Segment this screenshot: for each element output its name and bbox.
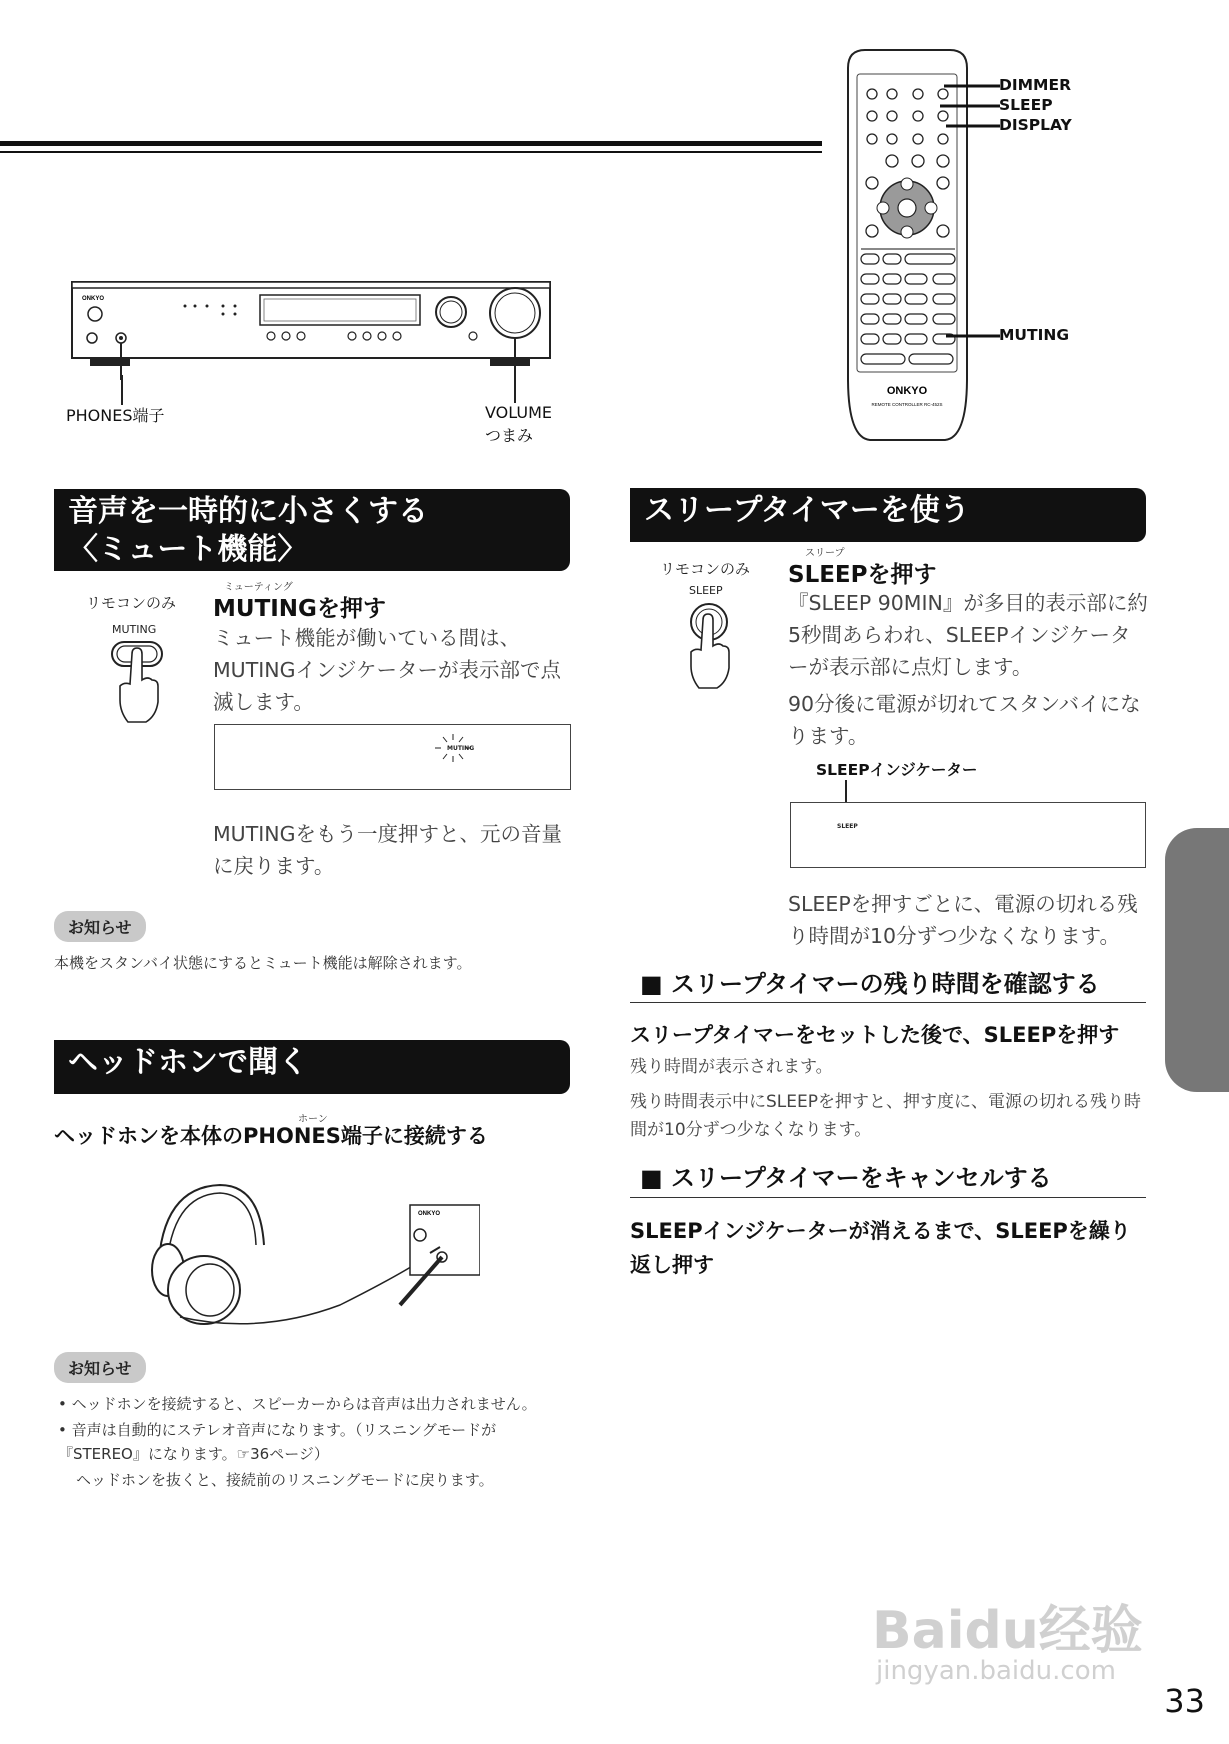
header-rule-thick	[0, 141, 822, 146]
sleep-sub1-bold: スリープタイマーをセットした後で、SLEEPを押す	[630, 1023, 1120, 1047]
sleep-body1: 『SLEEP 90MIN』が多目的表示部に約5秒間あらわれ、SLEEPインジケーターが表示部に点灯します。	[788, 591, 1148, 679]
remote-brand: ONKYO	[886, 385, 928, 397]
headphone-section-title: ヘッドホンで聞く	[54, 1040, 570, 1094]
sleep-button-label: SLEEP	[689, 584, 723, 597]
sleep-sub2-bold: SLEEPインジケーターが消えるまで、SLEEPを繰り返し押す	[630, 1219, 1131, 1277]
display-callout: DISPLAY	[999, 116, 1072, 134]
remote-callout-lines	[940, 82, 1002, 352]
muting-button-label: MUTING	[112, 623, 157, 636]
volume-knob-sublabel: つまみ	[485, 426, 534, 445]
headphone-note-label: お知らせ	[54, 1352, 146, 1383]
sleep-display-box	[790, 802, 1146, 868]
volume-knob-label: VOLUME	[485, 403, 552, 422]
sleep-sub1-rule	[630, 1002, 1146, 1003]
phones-leader	[121, 375, 123, 405]
phones-jack-label: PHONES端子	[66, 406, 165, 425]
remote-model: REMOTE CONTROLLER RC-452S	[871, 402, 943, 407]
hand-press-muting-icon	[108, 640, 168, 725]
dimmer-callout: DIMMER	[999, 76, 1072, 94]
mute-note: 本機をスタンバイ状態にするとミュート機能は解除されます。	[54, 954, 472, 972]
headphone-note-1: • ヘッドホンを接続すると、スピーカーからは音声は出力されません。	[58, 1395, 537, 1413]
sleep-body3: SLEEPを押すごとに、電源の切れる残り時間が10分ずつ少なくなります。	[788, 892, 1138, 948]
header-rule-thin	[0, 151, 822, 153]
sleep-step-title: SLEEPを押す	[788, 562, 937, 588]
mute-title-line2: 〈ミュート機能〉	[68, 532, 308, 567]
mute-note-label: お知らせ	[54, 911, 146, 942]
receiver-illustration	[60, 270, 560, 380]
headphone-note-1-text: ヘッドホンを接続すると、スピーカーからは音声は出力されません。	[71, 1395, 537, 1413]
sleep-indicator-label: SLEEPインジケーター	[816, 761, 978, 779]
headphone-step-title: ヘッドホンを本体のPHONES端子に接続する	[54, 1124, 488, 1148]
mute-section-title	[54, 489, 570, 571]
muting-indicator-text: MUTING	[447, 745, 475, 752]
sleep-body2: 90分後に電源が切れてスタンバイになります。	[788, 692, 1141, 748]
sleep-sub2-title: ■ スリープタイマーをキャンセルする	[640, 1164, 1052, 1192]
blink-rays-icon	[433, 733, 473, 763]
mute-title-line1: 音声を一時的に小さくする	[68, 494, 428, 529]
receiver-brand: ONKYO	[82, 296, 105, 302]
receiver-brand-closeup: ONKYO	[418, 1211, 441, 1217]
sleep-callout: SLEEP	[999, 96, 1053, 114]
sleep-ruby: スリープ	[805, 548, 845, 559]
sleep-sub1-text1: 残り時間が表示されます。	[630, 1057, 833, 1077]
phones-ruby: ホーン	[298, 1114, 328, 1125]
mute-body1: ミュート機能が働いている間は、MUTINGインジケーターが表示部で点滅します。	[213, 626, 562, 714]
sleep-section-title: スリープタイマーを使う	[630, 488, 1146, 542]
headphone-note-2-text: 音声は自動的にステレオ音声になります。（リスニングモードが『STEREO』になります。☞36ページ）	[58, 1421, 497, 1463]
sleep-remote-only: リモコンのみ	[660, 560, 751, 578]
watermark-url: jingyan.baidu.com	[876, 1656, 1116, 1686]
sleep-sub2-rule	[630, 1197, 1146, 1198]
mute-remote-only: リモコンのみ	[86, 594, 177, 612]
watermark-logo: Baidu经验	[872, 1601, 1143, 1661]
mute-body2: MUTINGをもう一度押すと、元の音量に戻ります。	[213, 822, 562, 878]
headphone-note-3: ヘッドホンを抜くと、接続前のリスニングモードに戻ります。	[76, 1471, 494, 1489]
hand-press-sleep-icon	[685, 600, 740, 690]
headphone-illustration	[140, 1165, 480, 1330]
muting-ruby: ミューティング	[224, 582, 293, 593]
sleep-sub1-text2: 残り時間表示中にSLEEPを押すと、押す度に、電源の切れる残り時間が10分ずつ少なくなります。	[630, 1092, 1141, 1140]
muting-callout: MUTING	[999, 326, 1070, 344]
sleep-sub1-title: ■ スリープタイマーの残り時間を確認する	[640, 970, 1100, 998]
chapter-side-tab	[1165, 828, 1229, 1092]
headphone-note-2: • 音声は自動的にステレオ音声になります。（リスニングモードが『STEREO』になります。☞36ページ）	[58, 1421, 497, 1463]
mute-step-title: MUTINGを押す	[213, 596, 386, 622]
page-number: 33	[1164, 1682, 1205, 1720]
muting-display-box	[214, 724, 571, 790]
sleep-indicator-text: SLEEP	[837, 823, 858, 830]
volume-leader	[514, 358, 516, 403]
